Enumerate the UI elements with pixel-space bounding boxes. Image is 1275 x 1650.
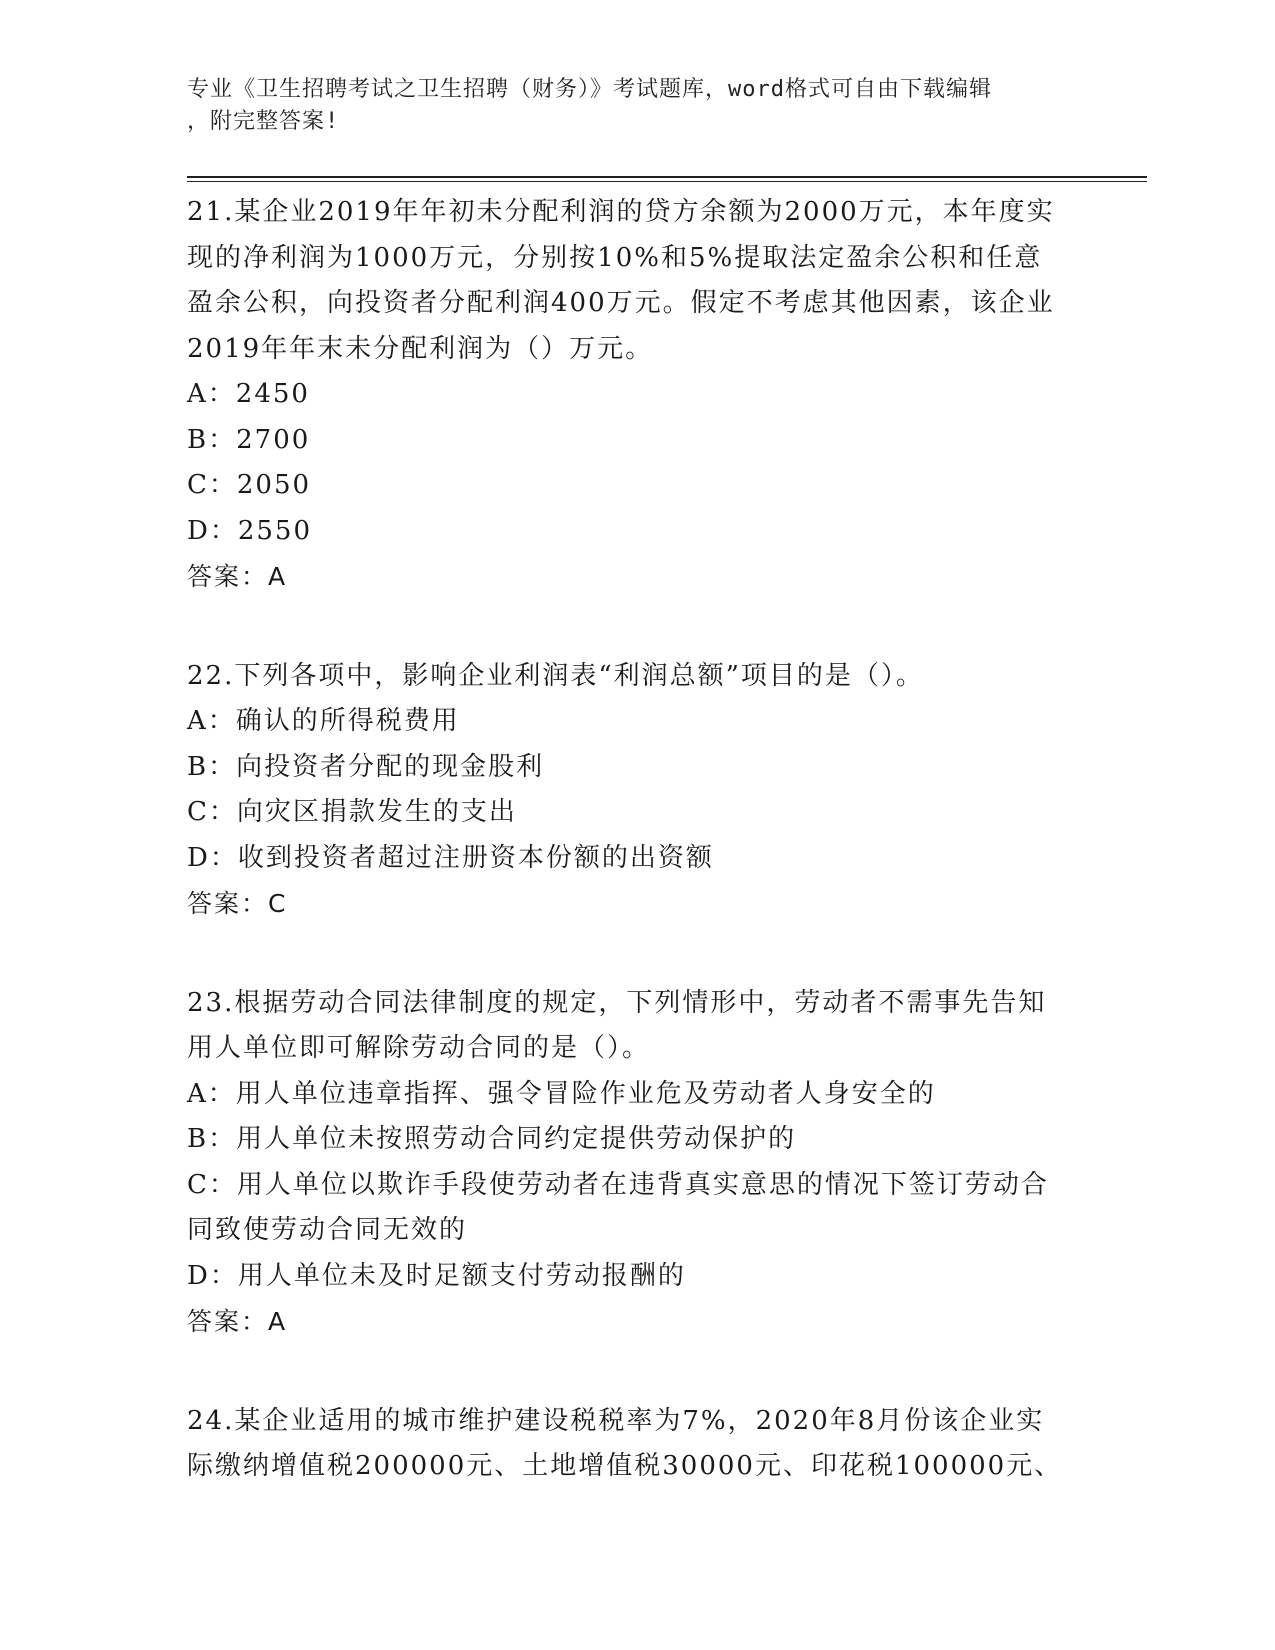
question-24 — [187, 1399, 1067, 1490]
question-stem: 23.根据劳动合同法律制度的规定，下列情形中，劳动者不需事先告知用人单位即可解除劳动合同的是（）。 — [187, 987, 1047, 1063]
question-list — [187, 190, 1067, 1490]
option-d: D：2550 — [187, 515, 313, 546]
option-a: A：用人单位违章指挥、强令冒险作业危及劳动者人身安全的 — [187, 1078, 936, 1109]
option-d: D：用人单位未及时足额支付劳动报酬的 — [187, 1260, 686, 1291]
option-b: B：向投资者分配的现金股利 — [187, 751, 545, 782]
header-line-1: 专业《卫生招聘考试之卫生招聘（财务）》考试题库，word格式可自由下载编辑 — [187, 77, 992, 102]
header-line-2: ，附完整答案! — [187, 109, 340, 134]
option-c: C：向灾区捐款发生的支出 — [187, 797, 517, 827]
question-stem: 24.某企业适用的城市维护建设税税率为7%，2020年8月份该企业实际缴纳增值税200000元、土地增值税30000元、印花税100000元、 — [187, 1405, 1063, 1481]
option-c: C：用人单位以欺诈手段使劳动者在违背真实意思的情况下签订劳动合同致使劳动合同无效的 — [187, 1169, 1049, 1245]
question-23 — [187, 981, 1067, 1345]
option-c: C：2050 — [187, 470, 312, 500]
option-a: A：确认的所得税费用 — [187, 706, 460, 736]
option-d: D：收到投资者超过注册资本份额的出资额 — [187, 842, 714, 873]
option-b: B：2700 — [187, 424, 311, 455]
question-stem: 21.某企业2019年年初未分配利润的贷方余额为2000万元，本年度实现的净利润为1000万元，分别按10%和5%提取法定盈余公积和任意盈余公积，向投资者分配利润400万元。假定不考虑其他因素，该企业2019年年末未分配利润为（）万元。 — [187, 197, 1055, 364]
question-stem: 22.下列各项中，影响企业利润表“利润总额”项目的是（）。 — [187, 660, 924, 691]
option-a: A：2450 — [187, 379, 310, 409]
header-divider-thick — [187, 176, 1147, 178]
question-21 — [187, 190, 1067, 600]
option-b: B：用人单位未按照劳动合同约定提供劳动保护的 — [187, 1124, 797, 1154]
question-22 — [187, 654, 1067, 927]
header-divider-thin — [187, 181, 1147, 182]
document-header — [187, 74, 1067, 138]
answer: 答案：A — [187, 1307, 288, 1336]
answer: 答案：A — [187, 562, 288, 591]
answer: 答案：C — [187, 889, 288, 918]
